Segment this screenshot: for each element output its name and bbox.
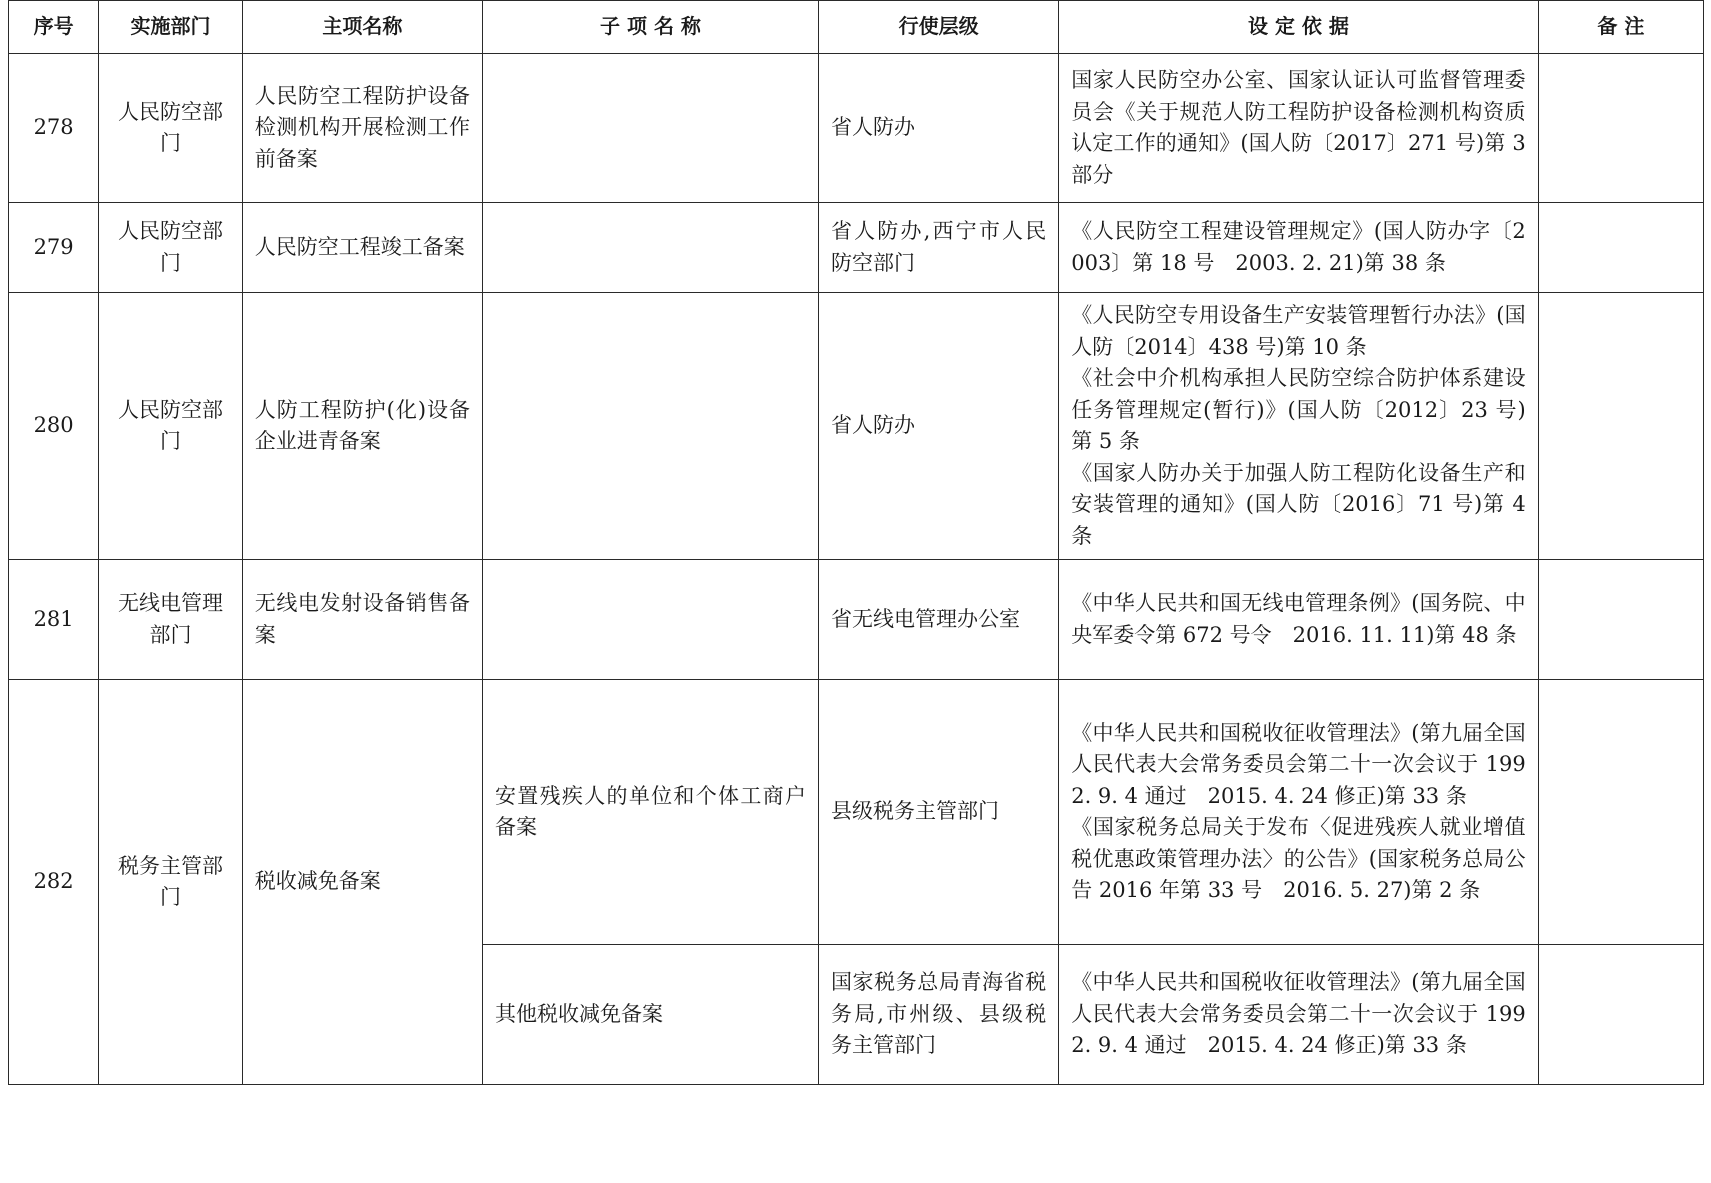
cell-level: 省无线电管理办公室 <box>818 560 1058 680</box>
cell-remark <box>1538 54 1703 203</box>
cell-sub-item: 其他税收减免备案 <box>483 945 819 1085</box>
cell-remark <box>1538 203 1703 293</box>
basis-line: 《中华人民共和国无线电管理条例》(国务院、中央军委令第 672 号令 2016. 11. 11)第 48 条 <box>1071 591 1526 647</box>
cell-basis <box>1059 680 1538 945</box>
cell-seq: 279 <box>9 203 99 293</box>
cell-remark <box>1538 560 1703 680</box>
basis-line: 《国家税务总局关于发布〈促进残疾人就业增值税优惠政策管理办法〉的公告》(国家税务总局公告 2016 年第 33 号 2016. 5. 27)第 2 条 <box>1071 815 1526 902</box>
cell-dept: 人民防空部门 <box>99 203 243 293</box>
header-row <box>9 1 1704 54</box>
cell-seq: 281 <box>9 560 99 680</box>
table-row <box>9 680 1704 945</box>
basis-line: 《中华人民共和国税收征收管理法》(第九届全国人民代表大会常务委员会第二十一次会议于 1992. 9. 4 通过 2015. 4. 24 修正)第 33 条 <box>1071 720 1526 808</box>
cell-seq: 280 <box>9 293 99 560</box>
cell-basis <box>1059 945 1538 1085</box>
header-sub-item: 子 项 名 称 <box>483 1 819 54</box>
basis-line: 《人民防空专用设备生产安装管理暂行办法》(国人防〔2014〕438 号)第 10 条 <box>1071 303 1526 359</box>
basis-line: 国家人民防空办公室、国家认证认可监督管理委员会《关于规范人防工程防护设备检测机构资质认定工作的通知》(国人防〔2017〕271 号)第 3 部分 <box>1071 68 1526 187</box>
cell-seq: 278 <box>9 54 99 203</box>
table-row <box>9 293 1704 560</box>
cell-dept: 人民防空部门 <box>99 293 243 560</box>
header-level: 行使层级 <box>818 1 1058 54</box>
cell-sub-item <box>483 54 819 203</box>
header-basis: 设 定 依 据 <box>1059 1 1538 54</box>
header-main-item: 主项名称 <box>242 1 482 54</box>
cell-main-item: 人防工程防护(化)设备企业进青备案 <box>242 293 482 560</box>
basis-line: 《社会中介机构承担人民防空综合防护体系建设任务管理规定(暂行)》(国人防〔2012〕23 号)第 5 条 <box>1071 366 1526 453</box>
basis-line: 《人民防空工程建设管理规定》(国人防办字〔2003〕第 18 号 2003. 2. 21)第 38 条 <box>1071 219 1526 275</box>
cell-remark <box>1538 680 1703 945</box>
cell-main-item: 人民防空工程防护设备检测机构开展检测工作前备案 <box>242 54 482 203</box>
cell-main-item: 税收减免备案 <box>242 680 482 1085</box>
cell-dept: 税务主管部门 <box>99 680 243 1085</box>
cell-remark <box>1538 945 1703 1085</box>
cell-main-item: 无线电发射设备销售备案 <box>242 560 482 680</box>
cell-basis <box>1059 54 1538 203</box>
cell-dept: 人民防空部门 <box>99 54 243 203</box>
cell-remark <box>1538 293 1703 560</box>
cell-level: 省人防办 <box>818 54 1058 203</box>
basis-line: 《中华人民共和国税收征收管理法》(第九届全国人民代表大会常务委员会第二十一次会议于 1992. 9. 4 通过 2015. 4. 24 修正)第 33 条 <box>1071 970 1526 1058</box>
cell-dept: 无线电管理部门 <box>99 560 243 680</box>
header-seq: 序号 <box>9 1 99 54</box>
cell-basis <box>1059 560 1538 680</box>
cell-basis <box>1059 203 1538 293</box>
admin-record-table <box>8 0 1704 1085</box>
basis-line: 《国家人防办关于加强人防工程防化设备生产和安装管理的通知》(国人防〔2016〕71 号)第 4 条 <box>1071 460 1526 548</box>
cell-level: 国家税务总局青海省税务局,市州级、县级税务主管部门 <box>818 945 1058 1085</box>
header-remark: 备 注 <box>1538 1 1703 54</box>
cell-seq: 282 <box>9 680 99 1085</box>
cell-main-item: 人民防空工程竣工备案 <box>242 203 482 293</box>
cell-sub-item <box>483 203 819 293</box>
cell-sub-item: 安置残疾人的单位和个体工商户备案 <box>483 680 819 945</box>
table-row <box>9 54 1704 203</box>
cell-basis <box>1059 293 1538 560</box>
cell-level: 省人防办 <box>818 293 1058 560</box>
cell-sub-item <box>483 293 819 560</box>
header-dept: 实施部门 <box>99 1 243 54</box>
table-row <box>9 560 1704 680</box>
cell-level: 县级税务主管部门 <box>818 680 1058 945</box>
cell-sub-item <box>483 560 819 680</box>
cell-level: 省人防办,西宁市人民防空部门 <box>818 203 1058 293</box>
table-row <box>9 203 1704 293</box>
